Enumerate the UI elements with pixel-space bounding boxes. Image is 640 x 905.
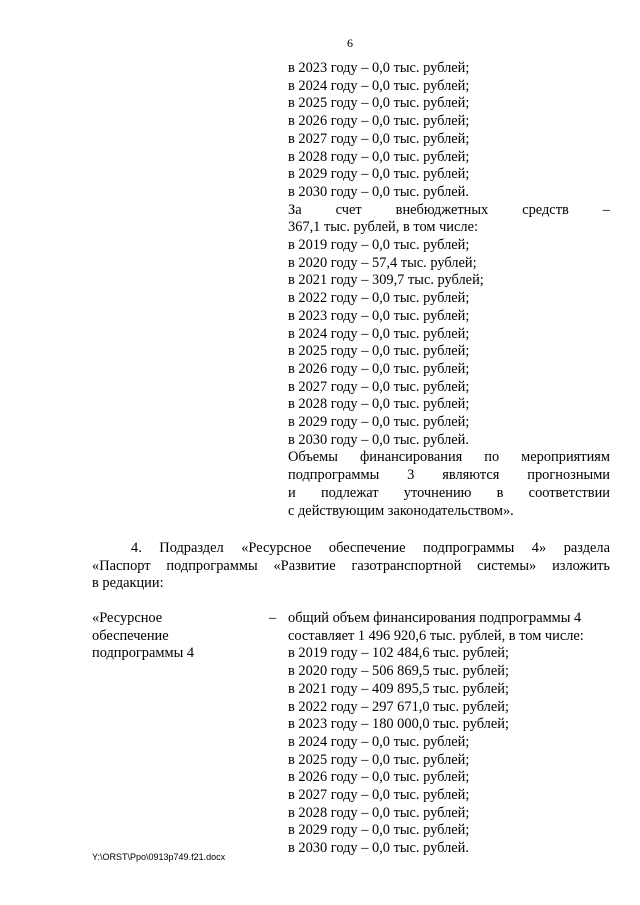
year-line: в 2026 году – 0,0 тыс. рублей; (288, 360, 470, 377)
section-line: в редакции: (92, 575, 164, 592)
label-line: подпрограммы 4 (92, 645, 195, 662)
year-line: в 2022 году – 297 671,0 тыс. рублей; (288, 698, 509, 715)
year-line: в 2023 году – 180 000,0 тыс. рублей; (288, 716, 509, 733)
year-line: в 2026 году – 0,0 тыс. рублей; (288, 113, 470, 130)
page-number: 6 (347, 36, 353, 50)
resource-values (288, 610, 610, 858)
year-line: в 2026 году – 0,0 тыс. рублей; (288, 769, 470, 786)
year-line: в 2030 году – 0,0 тыс. рублей. (288, 431, 469, 448)
year-line: в 2024 году – 0,0 тыс. рублей; (288, 325, 470, 342)
year-line: в 2024 году – 0,0 тыс. рублей; (288, 733, 470, 750)
label-line: «Ресурсное (92, 610, 163, 626)
extrabudget-heading: За счет внебюджетных средств – (288, 201, 610, 218)
year-line: в 2029 году – 0,0 тыс. рублей; (288, 822, 470, 839)
year-line: в 2030 году – 0,0 тыс. рублей. (288, 183, 469, 200)
year-line: в 2025 году – 0,0 тыс. рублей; (288, 343, 470, 360)
year-line: в 2028 году – 0,0 тыс. рублей; (288, 396, 470, 413)
year-line: в 2027 году – 0,0 тыс. рублей; (288, 130, 470, 147)
year-line: в 2023 году – 0,0 тыс. рублей; (288, 307, 470, 324)
financing-continuation (288, 60, 610, 520)
year-line: в 2029 году – 0,0 тыс. рублей; (288, 414, 470, 431)
year-line: в 2020 году – 57,4 тыс. рублей; (288, 254, 477, 271)
year-line: в 2022 году – 0,0 тыс. рублей; (288, 290, 470, 307)
year-line: в 2020 году – 506 869,5 тыс. рублей; (288, 663, 509, 680)
intro-line: общий объем финансирования подпрограммы 4 (288, 610, 582, 626)
label-line: обеспечение (92, 627, 169, 644)
year-line: в 2027 году – 0,0 тыс. рублей; (288, 378, 470, 395)
section-line: 4. Подраздел «Ресурсное обеспечение подпрограммы 4» раздела (131, 540, 610, 556)
year-line: в 2030 году – 0,0 тыс. рублей. (288, 840, 469, 857)
resource-label (92, 610, 252, 663)
note-line: и подлежат уточнению в соответствии (288, 484, 610, 501)
dash-separator: – (269, 610, 277, 626)
year-line: в 2021 году – 409 895,5 тыс. рублей; (288, 680, 509, 697)
year-line: в 2023 году – 0,0 тыс. рублей; (288, 60, 470, 76)
file-path-footer: Y:\ORST\Ppo\0913p749.f21.docx (92, 852, 226, 862)
year-line: в 2029 году – 0,0 тыс. рублей; (288, 166, 470, 183)
year-line: в 2028 году – 0,0 тыс. рублей; (288, 148, 470, 165)
intro-line: составляет 1 496 920,6 тыс. рублей, в том числе: (288, 627, 584, 644)
year-line: в 2021 году – 309,7 тыс. рублей; (288, 272, 484, 289)
note-line: Объемы финансирования по мероприятиям (288, 449, 610, 466)
year-line: в 2019 году – 0,0 тыс. рублей; (288, 237, 470, 254)
year-line: в 2028 году – 0,0 тыс. рублей; (288, 804, 470, 821)
section-line: «Паспорт подпрограммы «Развитие газотранспортной системы» изложить (92, 557, 610, 574)
year-line: в 2025 году – 0,0 тыс. рублей; (288, 751, 470, 768)
section-paragraph (92, 540, 610, 593)
year-line: в 2027 году – 0,0 тыс. рублей; (288, 787, 470, 804)
year-line: в 2019 году – 102 484,6 тыс. рублей; (288, 645, 509, 662)
extrabudget-total: 367,1 тыс. рублей, в том числе: (288, 219, 478, 236)
note-line: подпрограммы 3 являются прогнозными (288, 467, 610, 484)
year-line: в 2025 году – 0,0 тыс. рублей; (288, 95, 470, 112)
note-line: с действующим законодательством». (288, 502, 514, 519)
year-line: в 2024 году – 0,0 тыс. рублей; (288, 77, 470, 94)
